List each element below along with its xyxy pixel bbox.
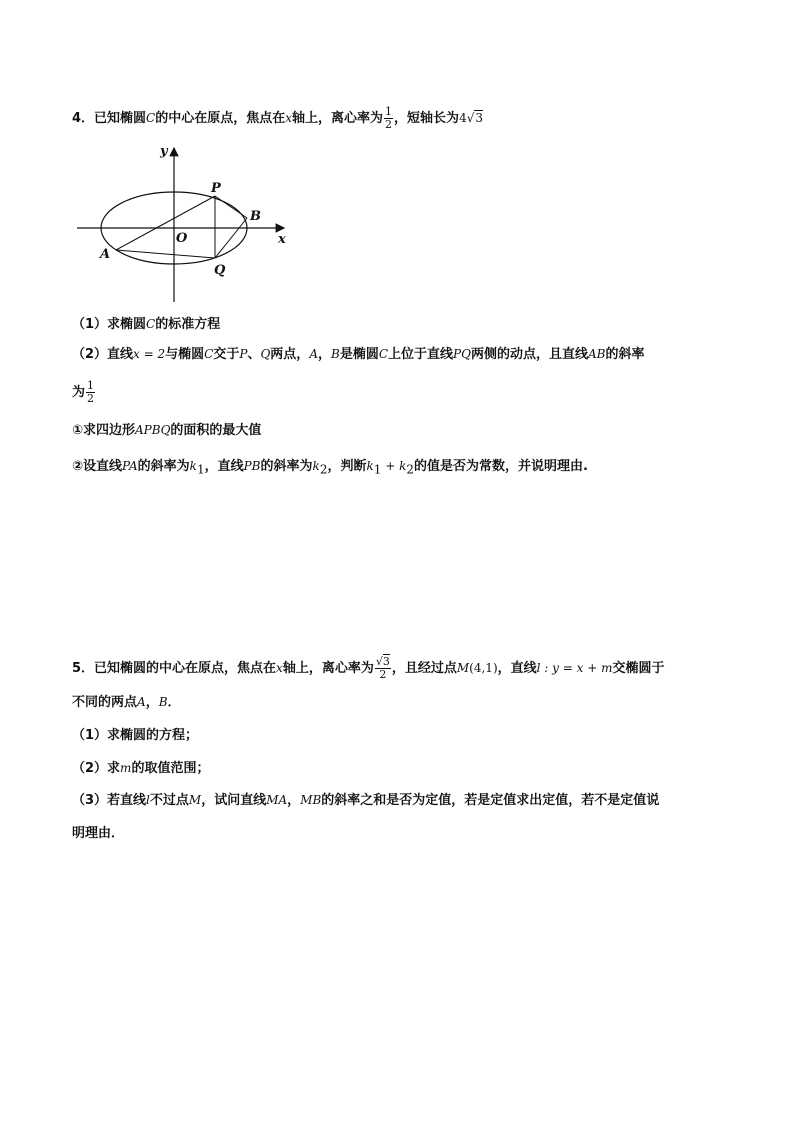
q5-part3: （3）若直线l不过点M，试问直线MA，MB的斜率之和是否为定值，若是定值求出定值，若不是定值说 (72, 793, 660, 808)
q4-text: ，短轴长为 (394, 111, 460, 126)
y-label: y (160, 144, 168, 159)
segment-bq (215, 218, 247, 258)
q4-stem (72, 106, 483, 131)
point-a-label: A (100, 247, 111, 262)
slope-fraction: $\frac{1}{2}$ (87, 379, 95, 405)
q5-eccentricity-fraction: $\frac{√3}{2}$ (375, 655, 390, 681)
q4-part1: （1）求椭圆C的标准方程 (72, 317, 221, 332)
minor-axis-length: 4√3 (459, 111, 483, 125)
q4-part2: （2）直线x = 2与椭圆C交于P、Q两点，A，B是椭圆C上位于直线PQ两侧的动点，且直线AB的斜率 (72, 347, 645, 362)
segment-ap (116, 196, 215, 250)
q5-stem: 5．已知椭圆的中心在原点，焦点在x轴上，离心率为 $\frac{√3}{2}$ ，且经过点M(4,1)，直线l : y = x + m交椭圆于 (72, 655, 665, 681)
q5-part1: （1）求椭圆的方程； (72, 728, 199, 743)
point-q-label: Q (214, 263, 226, 278)
q4-sub2: ②设直线PA的斜率为$k_1$，直线PB的斜率为$k_2$，判断$k_1 + k_2$的值是否为常数，并说明理由. (72, 459, 588, 477)
ellipse-diagram (72, 140, 302, 305)
eccentricity-fraction: $\frac{1}{2}$ (385, 105, 393, 131)
q4-text: 的中心在原点，焦点在 (155, 111, 286, 126)
q4-math: x (285, 111, 293, 125)
q5-part2: （2）求m的取值范围； (72, 761, 210, 776)
q4-sub1: ①求四边形APBQ的面积的最大值 (72, 423, 262, 438)
point-b-label: B (250, 209, 261, 224)
q4-text: 轴上，离心率为 (292, 111, 384, 126)
q4-text: 4．已知椭圆 (72, 111, 147, 126)
point-p-label: P (211, 181, 221, 196)
q4-math: C (146, 111, 156, 125)
q5-part3-cont: 明理由． (72, 826, 125, 841)
origin-label: O (176, 231, 188, 246)
q4-part2-cont: 为 $\frac{1}{2}$ (72, 379, 95, 405)
x-label: x (278, 232, 286, 247)
segment-pb (215, 196, 247, 218)
q5-stem-cont: 不同的两点A，B． (72, 695, 181, 710)
